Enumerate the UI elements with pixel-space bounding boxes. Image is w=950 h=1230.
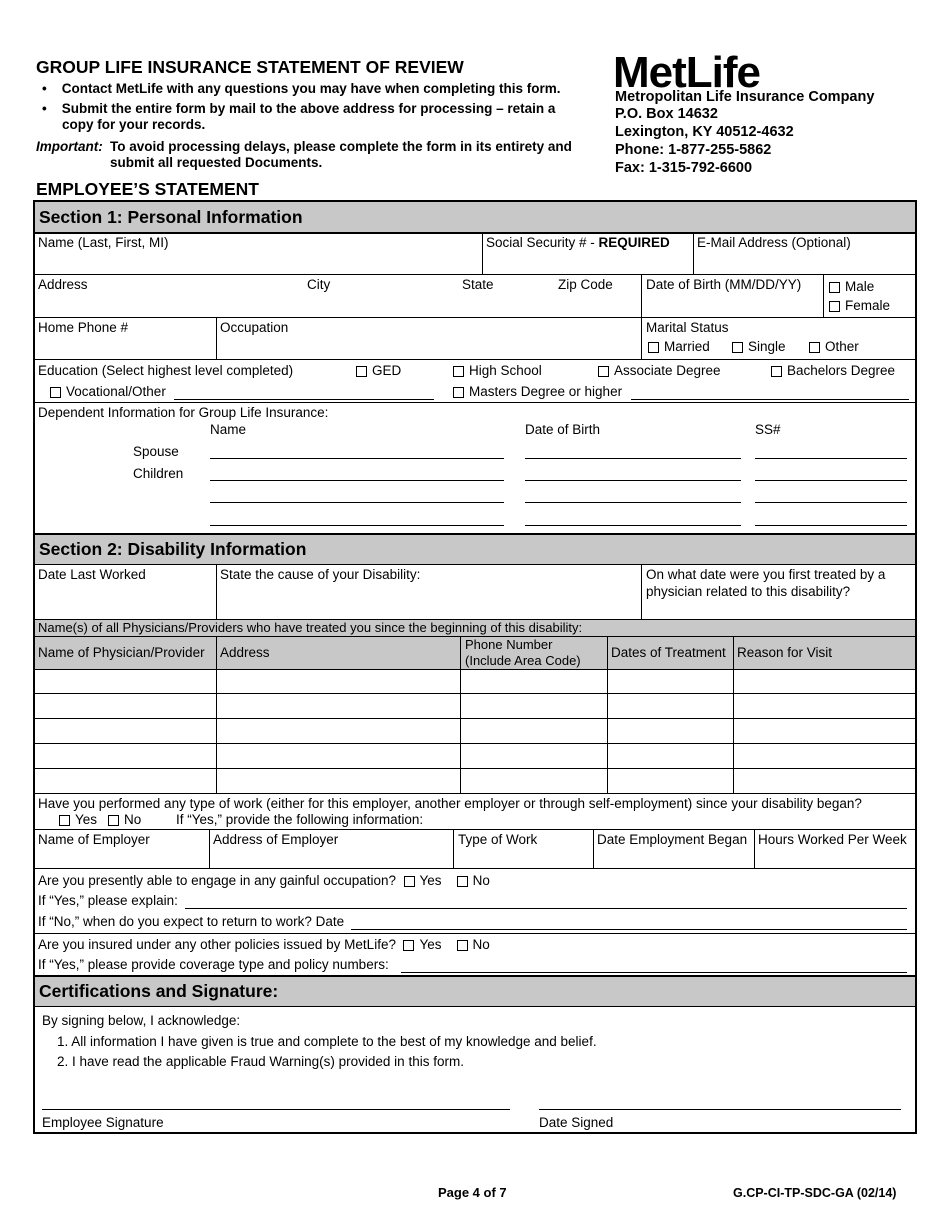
- occupation-field-label: Occupation: [220, 320, 289, 335]
- gainful-no-label: No: [472, 873, 490, 888]
- work-no-option[interactable]: [108, 812, 141, 827]
- divider: [460, 636, 461, 793]
- name-field-label: Name (Last, First, MI): [38, 235, 169, 250]
- bachelors-label: Bachelors Degree: [787, 363, 896, 378]
- col-reason-header: Reason for Visit: [737, 645, 833, 660]
- spouse-label: Spouse: [133, 444, 179, 459]
- company-phone: Phone: 1-877-255-5862: [615, 142, 772, 158]
- divider: [733, 636, 734, 793]
- if-yes-explain-label: If “Yes,” please explain:: [38, 893, 178, 908]
- child-ss-line[interactable]: [755, 502, 907, 503]
- child-dob-line[interactable]: [525, 502, 741, 503]
- employee-statement-heading: EMPLOYEE’S STATEMENT: [36, 179, 259, 199]
- city-field-label: City: [307, 277, 331, 292]
- date-signed-label: Date Signed: [539, 1115, 614, 1130]
- spouse-ss-line[interactable]: [755, 458, 907, 459]
- gainful-yes-checkbox[interactable]: [404, 876, 415, 887]
- divider: [35, 1006, 915, 1007]
- divider: [693, 233, 694, 274]
- work-no-label: No: [124, 812, 142, 827]
- child-dob-line[interactable]: [525, 525, 741, 526]
- company-city: Lexington, KY 40512-4632: [615, 124, 794, 140]
- dependent-dob-header: Date of Birth: [525, 422, 601, 437]
- explain-input-line[interactable]: [185, 908, 907, 909]
- section-2-header: Section 2: Disability Information: [35, 535, 915, 564]
- employee-signature-line[interactable]: [42, 1109, 510, 1110]
- email-field-label: E-Mail Address (Optional): [697, 235, 851, 250]
- dependent-ss-header: SS#: [755, 422, 781, 437]
- company-po-box: P.O. Box 14632: [615, 106, 718, 122]
- divider: [35, 564, 915, 565]
- physicians-header-label: Name(s) of all Physicians/Providers who have treated you since the beginning of this disability:: [38, 620, 583, 635]
- divider: [35, 232, 915, 234]
- col-employment-began-header: Date Employment Began: [597, 832, 748, 847]
- education-associate-option[interactable]: [598, 363, 721, 378]
- children-label: Children: [133, 466, 184, 481]
- ssn-field-label: [486, 235, 670, 250]
- marital-other-option[interactable]: [809, 339, 859, 354]
- zip-field-label: Zip Code: [558, 277, 613, 292]
- education-high-school-option[interactable]: [453, 363, 542, 378]
- page-number: Page 4 of 7: [438, 1185, 507, 1200]
- form-title: GROUP LIFE INSURANCE STATEMENT OF REVIEW: [36, 57, 464, 77]
- bullet-1-text: Contact MetLife with any questions you may have when completing this form.: [61, 81, 561, 96]
- work-yes-option[interactable]: [59, 812, 97, 827]
- important-label: Important:: [36, 139, 103, 154]
- work-yes-label: Yes: [75, 812, 98, 827]
- divider: [216, 318, 217, 359]
- physician-table-row[interactable]: [35, 693, 915, 694]
- masters-label: Masters Degree or higher: [469, 384, 623, 399]
- col-work-type-header: Type of Work: [458, 832, 538, 847]
- col-employer-header: Name of Employer: [38, 832, 150, 847]
- gender-female-option[interactable]: [829, 298, 890, 313]
- certification-header: Certifications and Signature:: [35, 977, 915, 1006]
- employee-statement-form: [33, 200, 917, 1134]
- divider: [593, 829, 594, 868]
- first-treated-label-2: physician related to this disability?: [646, 584, 851, 599]
- education-label: Education (Select highest level completed): [38, 363, 294, 378]
- child-dob-line[interactable]: [525, 480, 741, 481]
- male-checkbox[interactable]: [829, 282, 840, 293]
- work-yes-checkbox[interactable]: [59, 815, 70, 826]
- other-label: Other: [825, 339, 859, 354]
- other-checkbox[interactable]: [809, 342, 820, 353]
- dob-field-label: Date of Birth (MM/DD/YY): [646, 277, 802, 292]
- first-treated-label-1: On what date were you first treated by a: [646, 567, 886, 582]
- acknowledge-intro: By signing below, I acknowledge:: [42, 1013, 241, 1028]
- instruction-bullet-2: • Submit the entire form by mail to the above address for processing – retain a: [42, 101, 556, 116]
- metlife-logo: MetLife: [613, 48, 760, 97]
- child-name-line[interactable]: [210, 502, 504, 503]
- company-fax: Fax: 1-315-792-6600: [615, 160, 753, 176]
- disability-cause-label: State the cause of your Disability:: [220, 567, 421, 582]
- work-no-checkbox[interactable]: [108, 815, 119, 826]
- policies-no-label: No: [472, 937, 490, 952]
- divider: [216, 636, 217, 793]
- col-phone-header-1: Phone Number: [465, 637, 553, 652]
- gainful-question: [38, 873, 490, 888]
- child-name-line[interactable]: [210, 525, 504, 526]
- divider: [35, 868, 915, 869]
- vocational-checkbox[interactable]: [50, 387, 61, 398]
- section-1-header: Section 1: Personal Information: [35, 202, 915, 232]
- divider: [35, 933, 915, 934]
- high-school-label: High School: [469, 363, 542, 378]
- spouse-name-line[interactable]: [210, 458, 504, 459]
- physician-table-row[interactable]: [35, 793, 915, 794]
- important-line-2: submit all requested Documents.: [110, 155, 323, 170]
- bullet-2-text: Submit the entire form by mail to the above address for processing – retain a: [61, 101, 556, 116]
- col-hours-header: Hours Worked Per Week: [758, 832, 907, 847]
- gainful-question-text: Are you presently able to engage in any gainful occupation?: [38, 873, 397, 888]
- divider: [641, 318, 642, 359]
- state-field-label: State: [462, 277, 494, 292]
- divider: [482, 233, 483, 274]
- date-signed-line[interactable]: [539, 1109, 901, 1110]
- physician-table-row[interactable]: [35, 768, 915, 769]
- policies-no-checkbox[interactable]: [457, 940, 468, 951]
- education-masters-option[interactable]: [453, 384, 622, 399]
- gainful-yes-label: Yes: [419, 873, 442, 888]
- coverage-type-label: If “Yes,” please provide coverage type and policy numbers:: [38, 957, 389, 972]
- col-address-header: Address: [220, 645, 270, 660]
- ssn-required-label: REQUIRED: [598, 235, 670, 250]
- physician-table-row[interactable]: [35, 718, 915, 719]
- divider: [35, 317, 915, 318]
- divider: [453, 829, 454, 868]
- vocational-label: Vocational/Other: [66, 384, 166, 399]
- col-employer-address-header: Address of Employer: [213, 832, 339, 847]
- if-yes-provide-label: If “Yes,” provide the following information:: [176, 812, 424, 827]
- gainful-no-checkbox[interactable]: [457, 876, 468, 887]
- marital-status-label: Marital Status: [646, 320, 729, 335]
- dependent-info-label: Dependent Information for Group Life Insurance:: [38, 405, 329, 420]
- divider: [35, 359, 915, 360]
- married-label: Married: [664, 339, 710, 354]
- divider: [216, 565, 217, 619]
- masters-checkbox[interactable]: [453, 387, 464, 398]
- coverage-input-line[interactable]: [401, 972, 907, 973]
- spouse-dob-line[interactable]: [525, 458, 741, 459]
- female-label: Female: [845, 298, 891, 313]
- col-physician-header: Name of Physician/Provider: [38, 645, 205, 660]
- home-phone-field-label: Home Phone #: [38, 320, 129, 335]
- other-policies-text: Are you insured under any other policies issued by MetLife?: [38, 937, 396, 952]
- form-code: G.CP-CI-TP-SDC-GA (02/14): [733, 1186, 897, 1200]
- divider: [607, 636, 608, 793]
- marital-single-option[interactable]: [732, 339, 786, 354]
- return-to-work-label: If “No,” when do you expect to return to work? Date: [38, 914, 345, 929]
- vocational-input-line[interactable]: [174, 399, 434, 400]
- ged-label: GED: [372, 363, 402, 378]
- acknowledge-item-1: 1. All information I have given is true and complete to the best of my knowledge and belief.: [57, 1034, 597, 1049]
- divider: [35, 669, 915, 670]
- return-date-input-line[interactable]: [351, 929, 907, 930]
- divider: [209, 829, 210, 868]
- physician-table-row[interactable]: [35, 743, 915, 744]
- divider: [754, 829, 755, 868]
- associate-label: Associate Degree: [614, 363, 721, 378]
- married-checkbox[interactable]: [648, 342, 659, 353]
- work-question-label: Have you performed any type of work (either for this employer, another employer or through self-employment) since your disability began?: [38, 796, 862, 811]
- divider: [823, 275, 824, 317]
- employee-signature-label: Employee Signature: [42, 1115, 164, 1130]
- important-line-1: To avoid processing delays, please complete the form in its entirety and: [110, 139, 572, 154]
- education-vocational-option[interactable]: [50, 384, 166, 399]
- high-school-checkbox[interactable]: [453, 366, 464, 377]
- policies-yes-checkbox[interactable]: [403, 940, 414, 951]
- divider: [35, 274, 915, 275]
- date-last-worked-label: Date Last Worked: [38, 567, 146, 582]
- divider: [35, 829, 915, 830]
- education-ged-option[interactable]: [356, 363, 401, 378]
- ged-checkbox[interactable]: [356, 366, 367, 377]
- company-name: Metropolitan Life Insurance Company: [615, 89, 875, 105]
- female-checkbox[interactable]: [829, 301, 840, 312]
- single-checkbox[interactable]: [732, 342, 743, 353]
- bachelors-checkbox[interactable]: [771, 366, 782, 377]
- other-policies-question: [38, 937, 490, 952]
- divider: [641, 275, 642, 317]
- male-label: Male: [845, 279, 875, 294]
- dependent-name-header: Name: [210, 422, 247, 437]
- policies-yes-label: Yes: [419, 937, 442, 952]
- single-label: Single: [748, 339, 786, 354]
- bullet-2-continuation: copy for your records.: [62, 117, 206, 132]
- associate-checkbox[interactable]: [598, 366, 609, 377]
- child-ss-line[interactable]: [755, 525, 907, 526]
- gender-male-option[interactable]: [829, 279, 874, 294]
- child-ss-line[interactable]: [755, 480, 907, 481]
- child-name-line[interactable]: [210, 480, 504, 481]
- acknowledge-item-2: 2. I have read the applicable Fraud Warning(s) provided in this form.: [57, 1054, 464, 1069]
- col-dates-header: Dates of Treatment: [611, 645, 726, 660]
- instruction-bullet-1: • Contact MetLife with any questions you may have when completing this form.: [42, 81, 561, 96]
- divider: [35, 402, 915, 403]
- address-field-label: Address: [38, 277, 88, 292]
- col-phone-header-2: (Include Area Code): [465, 653, 581, 668]
- ssn-label-text: Social Security # -: [486, 235, 599, 250]
- marital-married-option[interactable]: [648, 339, 710, 354]
- masters-input-line[interactable]: [631, 399, 909, 400]
- divider: [641, 565, 642, 619]
- education-bachelors-option[interactable]: [771, 363, 895, 378]
